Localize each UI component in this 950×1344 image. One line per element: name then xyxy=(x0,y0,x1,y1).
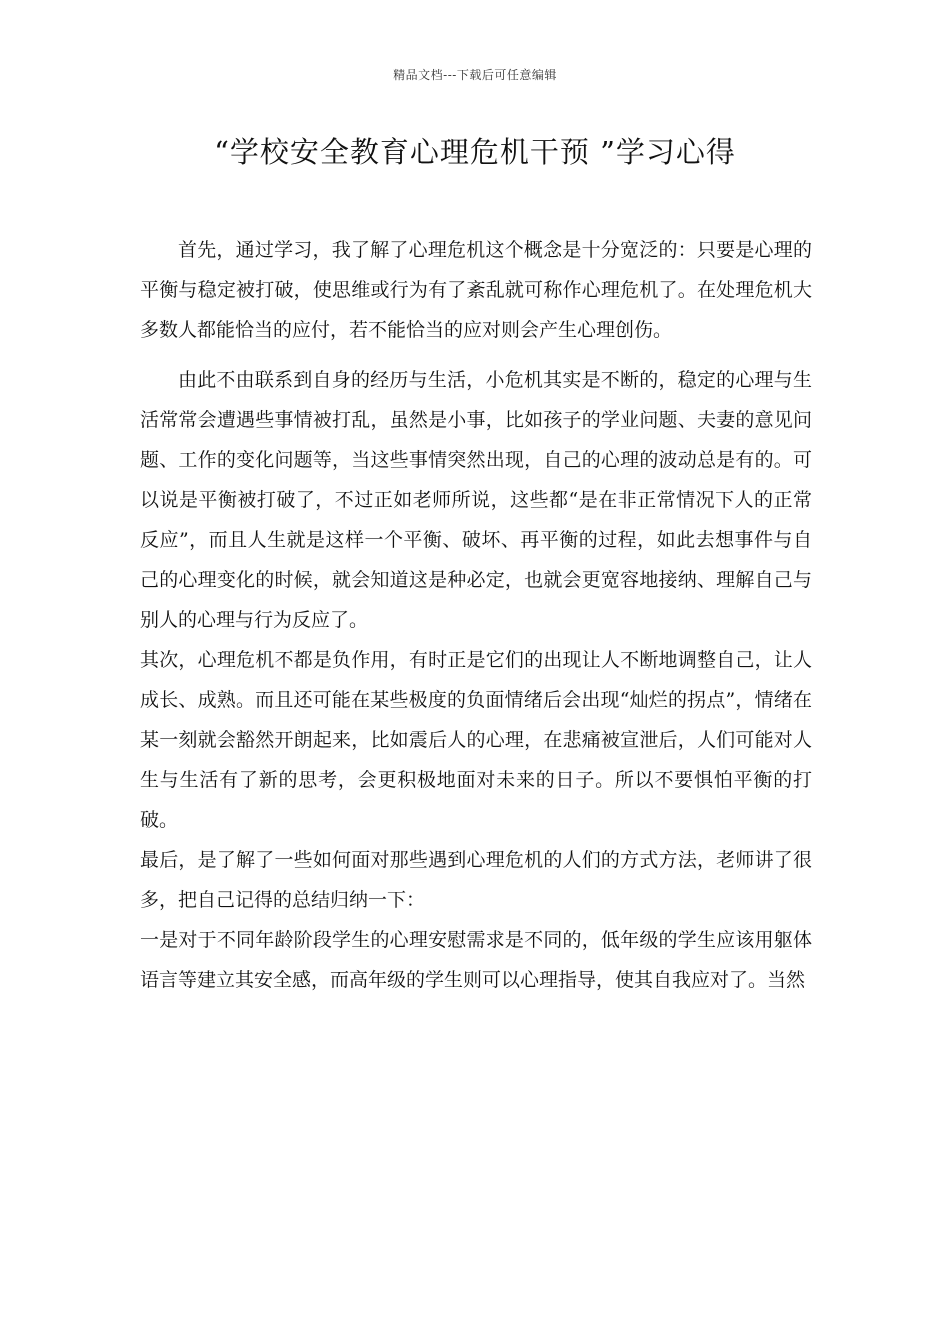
paragraph-4: 最后，是了解了一些如何面对那些遇到心理危机的人们的方式方法，老师讲了很多，把自己记得的总结归纳一下： xyxy=(140,849,812,911)
paragraph-2: 由此不由联系到自身的经历与生活，小危机其实是不断的，稳定的心理与生活常常会遭遇些事情被打乱，虽然是小事，比如孩子的学业问题、夫妻的意见问题、工作的变化问题等，当这些事情突然出现，自己的心理的波动总是有的。可以说是平衡被打破了，不过正如老师所说，这些都“是在非正常情况下人的正常反应”，而且人生就是这样一个平衡、破坏、再平衡的过程，如此去想事件与自己的心理变化的时候，就会知道这是种必定，也就会更宽容地接纳、理解自己与别人的心理与行为反应了。 xyxy=(140,369,812,631)
header-note: 精品文档---下载后可任意编辑 xyxy=(393,68,557,82)
paragraph-5: 一是对于不同年龄阶段学生的心理安慰需求是不同的，低年级的学生应该用躯体语言等建立其安全感，而高年级的学生则可以心理指导，使其自我应对了。当然 xyxy=(140,929,812,991)
document-body xyxy=(140,230,812,1000)
paragraph-1: 首先，通过学习，我了解了心理危机这个概念是十分宽泛的：只要是心理的平衡与稳定被打破，使思维或行为有了紊乱就可称作心理危机了。在处理危机大多数人都能恰当的应付，若不能恰当的应对则会产生心理创伤。 xyxy=(140,239,812,341)
document-title: “学校安全教育心理危机干预 ”学习心得 xyxy=(214,135,736,169)
paragraph-3: 其次，心理危机不都是负作用，有时正是它们的出现让人不断地调整自己，让人成长、成熟。而且还可能在某些极度的负面情绪后会出现“灿烂的拐点”，情绪在某一刻就会豁然开朗起来，比如震后人的心理，在悲痛被宣泄后，人们可能对人生与生活有了新的思考，会更积极地面对未来的日子。所以不要惧怕平衡的打破。 xyxy=(140,649,812,831)
